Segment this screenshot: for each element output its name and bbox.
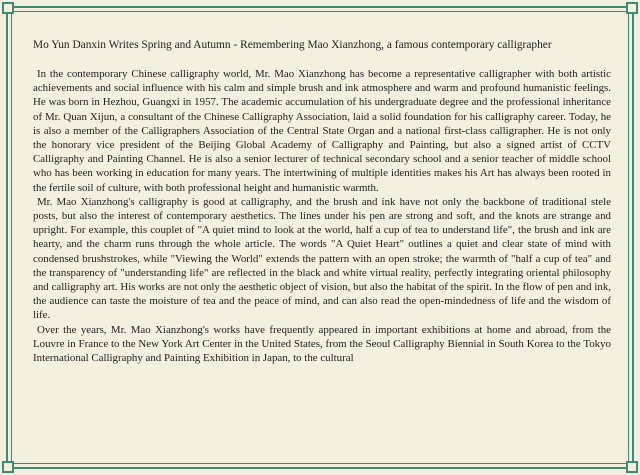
corner-ornament-bottom-right xyxy=(626,461,638,473)
corner-ornament-top-left xyxy=(2,2,14,14)
corner-ornament-top-right xyxy=(626,2,638,14)
article-title: Mo Yun Danxin Writes Spring and Autumn - Remembering Mao Xianzhong, a famous contemporary calligrapher xyxy=(33,39,552,51)
corner-ornament-bottom-left xyxy=(2,461,14,473)
article-content xyxy=(33,38,611,365)
article-paragraph-1: In the contemporary Chinese calligraphy world, Mr. Mao Xianzhong has become a representative calligrapher with both artistic achievements and social influence with his calm and simple brush and ink atmosphere and warm and profound humanistic feelings. He was born in Hezhou, Guangxi in 1957. The academic accumulation of his undergraduate degree and the professional inheritance of Mr. Quan Xijun, a consultant of the Chinese Calligraphy Association, laid a solid foundation for his calligraphy career. Today, he is also a member of the Calligraphers Association of the Central State Organ and a national first-class calligrapher. He is not only the honorary vice president of the Beijing Global Academy of Calligraphy and Painting, but also a signed artist of CCTV Calligraphy and Painting Channel. He is also a senior lecturer of technical secondary school and a senior teacher of middle school who has been working in education for many years. The intertwining of multiple identities makes his Art has always been rooted in the fertile soil of culture, with both professional height and humanistic warmth. xyxy=(33,68,611,194)
article-paragraph-2: Mr. Mao Xianzhong's calligraphy is good at calligraphy, and the brush and ink have not only the backbone of traditional stele posts, but also the interest of contemporary aesthetics. The lines under his pen are strong and soft, and the knots are strange and upright. For example, this couplet of "A quiet mind to look at the world, half a cup of tea to understand life", the brush and ink are hearty, and the charm runs through the whole article. The words "A Quiet Heart" outlines a quiet and clear state of mind with condensed brushstrokes, while "Viewing the World" extends the pattern with an open stroke; the warmth of "half a cup of tea" and the transparency of "understanding life" are reflected in the black and white virtual reality, perfectly integrating oriental philosophy and calligraphy art. His works are not only the aesthetic object of vision, but also the habitat of the spirit. In the flow of pen and ink, the audience can taste the moisture of tea and the peace of mind, and can also read the open-mindedness of life and the wisdom of life. xyxy=(33,195,611,322)
article-paragraph-3: Over the years, Mr. Mao Xianzhong's works have frequently appeared in important exhibitions at home and abroad, from the Louvre in France to the New York Art Center in the United States, from the Seoul Calligraphy Biennial in South Korea to the Tokyo International Calligraphy and Painting Exhibition in Japan, to the cultural xyxy=(33,323,611,365)
